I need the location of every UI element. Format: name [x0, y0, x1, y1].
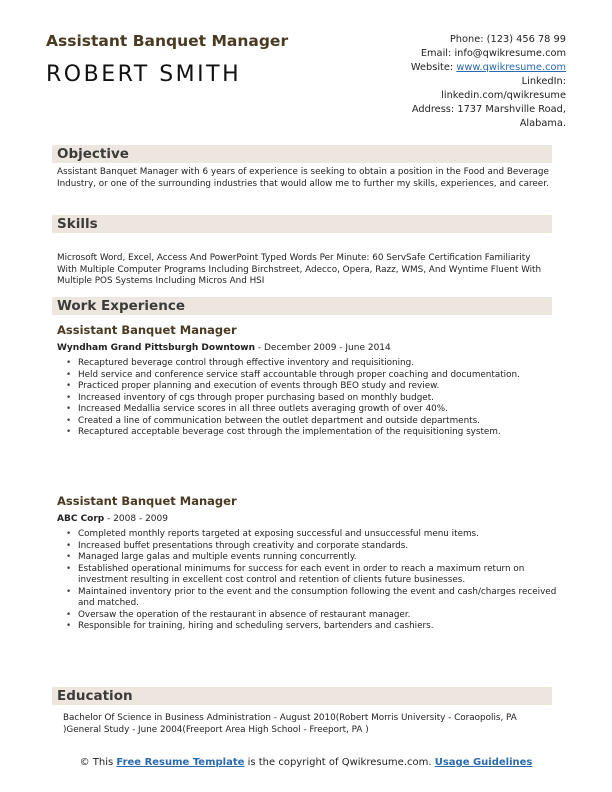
list-item: • Completed monthly reports targeted at exposing successful and unsuccessful menu items.: [78, 529, 562, 541]
job-bullets-2: [66, 529, 562, 633]
contact-block: [346, 33, 566, 131]
email-value: info@qwikresume.com: [454, 48, 566, 59]
job-company-2: [57, 514, 168, 524]
contact-phone: [346, 33, 566, 47]
education-text: Bachelor Of Science in Business Administration - August 2010(Robert Morris University - Coraopolis, PA )General Study - June 2004(Freeport Area High School - Freeport, PA ): [63, 713, 517, 735]
address-line2: Alabama.: [519, 118, 566, 129]
website-label: Website:: [410, 62, 454, 73]
company-name-1: Wyndham Grand Pittsburgh Downtown: [57, 343, 256, 353]
contact-address: [346, 103, 566, 117]
list-item: • Recaptured acceptable beverage cost through the implementation of the requisitioning system.: [78, 427, 562, 439]
candidate-name: ROBERT SMITH: [46, 62, 242, 87]
objective-heading: Objective: [52, 145, 552, 163]
list-item: • Held service and conference service staff accountable through proper coaching and documentation.: [78, 370, 562, 382]
phone-value: (123) 456 78 99: [486, 34, 566, 45]
resume-header: [46, 30, 566, 130]
work-experience-heading: Work Experience: [52, 297, 552, 315]
footer: [0, 756, 612, 769]
footer-middle: is the copyright of Qwikresume.com.: [244, 757, 435, 768]
list-item: • Managed large galas and multiple events running concurrently.: [78, 552, 562, 564]
list-item: • Responsible for training, hiring and scheduling servers, bartenders and cashiers.: [78, 621, 562, 633]
footer-prefix: © This: [79, 757, 117, 768]
address-label: Address:: [411, 104, 455, 115]
list-item: • Established operational minimums for success for each event in order to reach a maximum return on investment resulting in excellent cost control and retention of clients future businesses.: [78, 564, 562, 587]
job-company-1: [57, 343, 391, 353]
job-bullets-1: [66, 358, 562, 439]
email-label: Email:: [420, 48, 452, 59]
skills-heading: Skills: [52, 215, 552, 233]
list-item: • Increased buffet presentations through creativity and corporate standards.: [78, 541, 562, 553]
company-name-2: ABC Corp: [57, 514, 105, 524]
job-title: Assistant Banquet Manager: [46, 32, 289, 50]
list-item: • Oversaw the operation of the restaurant in absence of restaurant manager.: [78, 610, 562, 622]
job-title-1: Assistant Banquet Manager: [57, 323, 237, 337]
list-item: • Increased Medallia service scores in all three outlets averaging growth of over 40%.: [78, 404, 562, 416]
linkedin-value: linkedin.com/qwikresume: [441, 90, 566, 101]
job-dates-2: - 2008 - 2009: [104, 514, 168, 524]
job-title-2: Assistant Banquet Manager: [57, 494, 237, 508]
list-item: • Created a line of communication between the outlet department and outside departments.: [78, 416, 562, 428]
contact-email: [346, 47, 566, 61]
free-resume-template-link[interactable]: Free Resume Template: [116, 757, 245, 768]
website-link[interactable]: www.qwikresume.com: [456, 62, 566, 73]
list-item: • Recaptured beverage control through effective inventory and requisitioning.: [78, 358, 562, 370]
contact-website: [346, 61, 566, 75]
list-item: • Practiced proper planning and execution of events through BEO study and review.: [78, 381, 562, 393]
job-dates-1: - December 2009 - June 2014: [255, 343, 391, 353]
address-line1: 1737 Marshville Road,: [457, 104, 566, 115]
linkedin-label: LinkedIn:: [521, 76, 566, 87]
skills-text: Microsoft Word, Excel, Access And PowerPoint Typed Words Per Minute: 60 ServSafe Certification Familiarity With Multiple Computer Programs Including Birchstreet, Adecco, Opera, Razz, WMS, And Wyntime Fluent With Multiple POS Systems Including Micros And HSI: [57, 253, 542, 286]
objective-text: Assistant Banquet Manager with 6 years of experience is seeking to obtain a position in the Food and Beverage Industry, or one of the surrounding industries that would allow me to further my skills, experiences, and career.: [57, 167, 549, 189]
phone-label: Phone:: [449, 34, 484, 45]
list-item: • Increased inventory of cgs through proper purchasing based on monthly budget.: [78, 393, 562, 405]
usage-guidelines-link[interactable]: Usage Guidelines: [434, 757, 533, 768]
education-heading: Education: [52, 687, 552, 705]
list-item: • Maintained inventory prior to the event and the consumption following the event and cash/charges received and matched.: [78, 587, 562, 610]
